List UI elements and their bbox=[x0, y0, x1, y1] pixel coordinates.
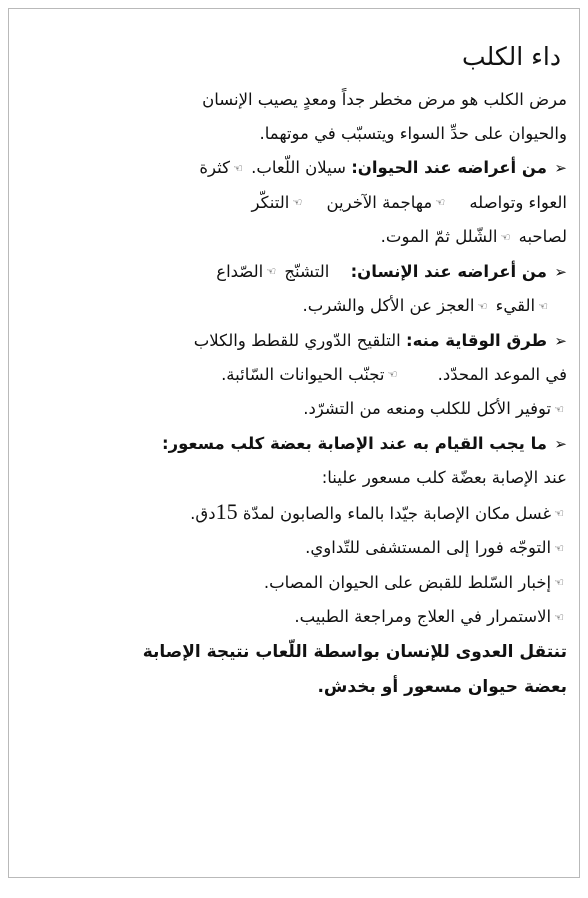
bite-action-item bbox=[19, 531, 567, 566]
wash-unit: دق. bbox=[190, 503, 216, 523]
animal-symptom-item: كثرة bbox=[199, 158, 230, 177]
arrow-bullet-icon: ➢ bbox=[554, 262, 567, 281]
human-symptom-item: الصّداع bbox=[216, 261, 264, 281]
hand-pointer-icon: ☜ bbox=[266, 265, 277, 278]
prevention-line-2 bbox=[19, 358, 567, 393]
hand-pointer-icon: ☜ bbox=[292, 196, 303, 209]
document-body bbox=[9, 9, 579, 705]
hand-pointer-icon: ☜ bbox=[232, 161, 243, 175]
bite-actions-intro: عند الإصابة بعضّة كلب مسعور علينا: bbox=[321, 467, 567, 487]
hand-pointer-icon: ☜ bbox=[554, 402, 564, 416]
animal-symptom-item: الشّلل ثمّ الموت. bbox=[380, 227, 498, 246]
hand-pointer-icon: ☜ bbox=[554, 610, 564, 624]
prevention-line-1 bbox=[19, 324, 567, 358]
intro-line-2: والحيوان على حدِّ السواء ويتسبّب في موتهما. bbox=[259, 124, 567, 143]
human-symptom-item: التشنّج bbox=[284, 261, 330, 281]
prevention-item: تجنّب الحيوانات السّائبة. bbox=[221, 364, 385, 384]
hand-pointer-icon: ☜ bbox=[387, 368, 398, 381]
hand-pointer-icon: ☜ bbox=[554, 507, 564, 520]
human-symptoms-line-1 bbox=[19, 255, 567, 290]
document-page bbox=[8, 8, 580, 878]
prevention-item: توفير الأكل للكلب ومنعه من التشرّد. bbox=[303, 399, 552, 418]
human-symptom-item: القيء bbox=[495, 296, 536, 315]
animal-symptoms-line-2 bbox=[19, 186, 567, 221]
human-symptoms-line-2 bbox=[19, 289, 567, 324]
prevention-line-3 bbox=[19, 392, 567, 427]
hand-pointer-icon: ☜ bbox=[477, 299, 488, 313]
bite-action-text: إخبار السّلط للقبض على الحيوان المصاب. bbox=[263, 572, 552, 592]
hand-pointer-icon: ☜ bbox=[554, 576, 564, 589]
wash-text: غسل مكان الإصابة جيّدا بالماء والصابون لمدّة bbox=[242, 503, 552, 523]
bite-action-item bbox=[19, 600, 567, 635]
human-symptom-item: العجز عن الأكل والشرب. bbox=[302, 296, 475, 315]
animal-symptom-item: لصاحبه bbox=[518, 227, 567, 246]
animal-symptoms-heading: من أعراضه عند الحيوان: bbox=[351, 158, 547, 177]
page-title: داء الكلب bbox=[462, 42, 561, 71]
animal-symptoms-line-1 bbox=[19, 151, 567, 186]
bite-action-item bbox=[19, 566, 567, 601]
arrow-bullet-icon: ➢ bbox=[554, 159, 567, 177]
animal-symptom-item: سيلان اللّعاب. bbox=[251, 158, 346, 177]
animal-symptom-item: التنكّر bbox=[251, 192, 290, 212]
hand-pointer-icon: ☜ bbox=[435, 196, 446, 209]
prevention-item: في الموعد المحدّد. bbox=[437, 364, 567, 384]
animal-symptom-item: العواء وتواصله bbox=[469, 192, 567, 212]
bite-action-text: التوجّه فورا إلى المستشفى للتّداوي. bbox=[305, 538, 552, 557]
bite-action-wash bbox=[19, 495, 567, 532]
conclusion-line-1: تنتقل العدوى للإنسان بواسطة اللّعاب نتيجة الإصابة bbox=[142, 641, 567, 662]
animal-symptom-item: مهاجمة الآخرين bbox=[326, 192, 433, 212]
conclusion-line-2: بعضة حيوان مسعور أو بخدش. bbox=[317, 676, 567, 697]
bite-actions-heading-line bbox=[19, 427, 567, 461]
prevention-heading: طرق الوقاية منه: bbox=[406, 330, 547, 350]
human-symptoms-heading: من أعراضه عند الإنسان: bbox=[350, 261, 547, 281]
hand-pointer-icon: ☜ bbox=[538, 299, 548, 313]
animal-symptoms-line-3 bbox=[19, 220, 567, 255]
hand-pointer-icon: ☜ bbox=[554, 541, 564, 555]
arrow-bullet-icon: ➢ bbox=[554, 331, 567, 350]
arrow-bullet-icon: ➢ bbox=[554, 434, 567, 453]
hand-pointer-icon: ☜ bbox=[500, 230, 511, 244]
bite-actions-heading: ما يجب القيام به عند الإصابة بعضة كلب مسعور: bbox=[161, 433, 547, 453]
bite-action-text: الاستمرار في العلاج ومراجعة الطبيب. bbox=[294, 607, 552, 626]
intro-line-1: مرض الكلب هو مرض مخطر جداً ومعدٍ يصيب الإنسان bbox=[202, 90, 567, 109]
wash-duration-number: 15 bbox=[215, 498, 238, 524]
prevention-item: التلقيح الدّوري للقطط والكلاب bbox=[193, 330, 401, 350]
